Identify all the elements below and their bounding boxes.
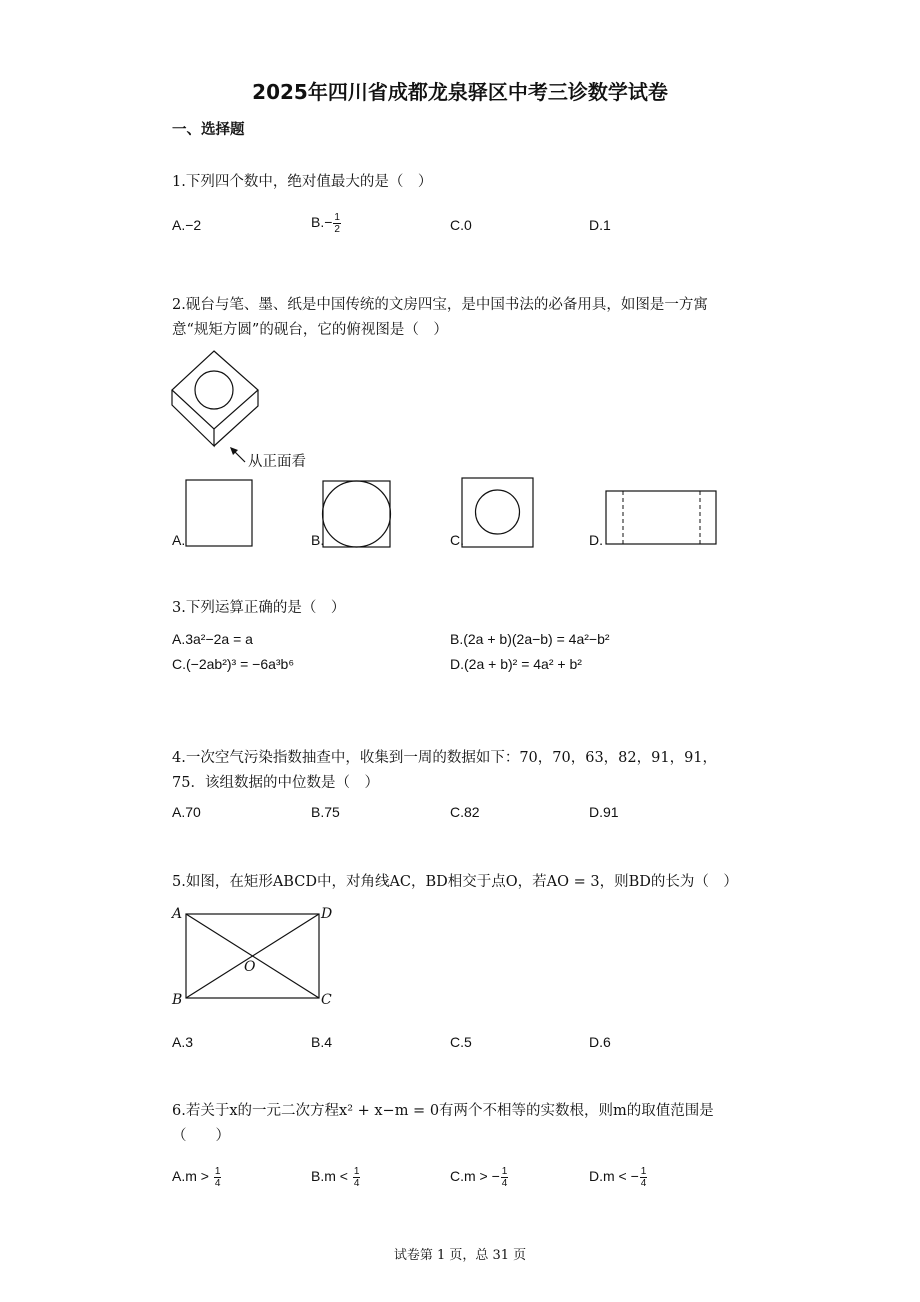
question-6-option-c [450,1166,508,1189]
question-3-stem: 3.下列运算正确的是（ ） [172,600,346,616]
fraction-denominator: 4 [353,1178,360,1189]
question-4-option-b: B.75 [311,804,340,820]
question-6-option-a [172,1166,221,1189]
question-4-option-a: A.70 [172,804,201,820]
fraction [501,1166,509,1189]
option-prefix: B.m < [311,1168,352,1185]
question-4-stem-line-2: 75．该组数据的中位数是（ ） [172,775,379,791]
question-3-option-d: D.(2a + b)² = 4a² + b² [450,656,582,672]
fraction-denominator: 4 [640,1178,647,1189]
question-3-option-c: C.(−2ab²)³ = −6a³b⁶ [172,656,295,672]
fraction-denominator: 4 [501,1178,508,1189]
fraction-numerator: 1 [353,1166,360,1177]
question-4-option-d: D.91 [589,804,619,820]
question-4-stem-line-1: 4.一次空气污染指数抽查中，收集到一周的数据如下：70，70，63，82，91，91， [172,750,718,766]
question-1-stem: 1.下列四个数中，绝对值最大的是（ ） [172,174,433,190]
vertex-label-b: B [172,992,183,1008]
fraction-denominator: 2 [334,224,340,235]
option-prefix: D.m < − [589,1168,639,1185]
fraction-denominator: 4 [214,1178,221,1189]
question-6-stem-line-1: 6.若关于x的一元二次方程x² + x−m = 0有两个不相等的实数根，则m的取值范围是 [172,1103,714,1119]
question-2-stem-line-2: 意“规矩方圆”的砚台，它的俯视图是（ ） [172,322,448,338]
question-1-option-a: A.−2 [172,217,202,233]
question-2-option-c: C. [450,532,464,548]
question-5-option-a: A.3 [172,1034,194,1050]
page-title: 2025年四川省成都龙泉驿区中考三诊数学试卷 [252,80,668,104]
page-footer: 试卷第 1 页，总 31 页 [393,1248,527,1263]
question-4-option-c: C.82 [450,804,480,820]
fraction-numerator: 1 [214,1166,221,1177]
question-5-stem: 5.如图，在矩形ABCD中，对角线AC，BD相交于点O，若AO = 3，则BD的长为（ ） [172,874,738,890]
fraction-numerator: 1 [640,1166,647,1177]
option-prefix: C.m > − [450,1168,500,1185]
option-b-prefix: B.− [311,214,333,231]
fraction [640,1166,648,1189]
view-direction-label: 从正面看 [248,454,306,470]
fraction-numerator: 1 [501,1166,508,1177]
question-6-option-d [589,1166,647,1189]
fraction-numerator: 1 [334,212,340,223]
fraction [353,1166,361,1189]
vertex-label-c: C [321,992,332,1008]
question-6-option-b [311,1166,360,1189]
question-3-option-a: A.3a²−2a = a [172,631,253,647]
fraction [214,1166,222,1189]
question-3-option-b: B.(2a + b)(2a−b) = 4a²−b² [450,631,610,647]
question-2-option-d: D. [589,532,603,548]
question-5-option-b: B.4 [311,1034,333,1050]
question-5-option-c: C.5 [450,1034,472,1050]
vertex-label-a: A [172,906,183,922]
section-heading: 一、选择题 [172,122,245,138]
question-6-stem-line-2: （ ） [172,1128,230,1144]
question-2-stem-line-1: 2.砚台与笔、墨、纸是中国传统的文房四宝，是中国书法的必备用具，如图是一方寓 [172,297,708,313]
question-2-option-b: B. [311,532,325,548]
option-prefix: A.m > [172,1168,213,1185]
question-2-option-a: A. [172,532,186,548]
question-1-option-d: D.1 [589,217,611,233]
question-5-option-d: D.6 [589,1034,611,1050]
question-1-option-c: C.0 [450,217,472,233]
center-label-o: O [244,959,256,975]
vertex-label-d: D [321,906,333,922]
